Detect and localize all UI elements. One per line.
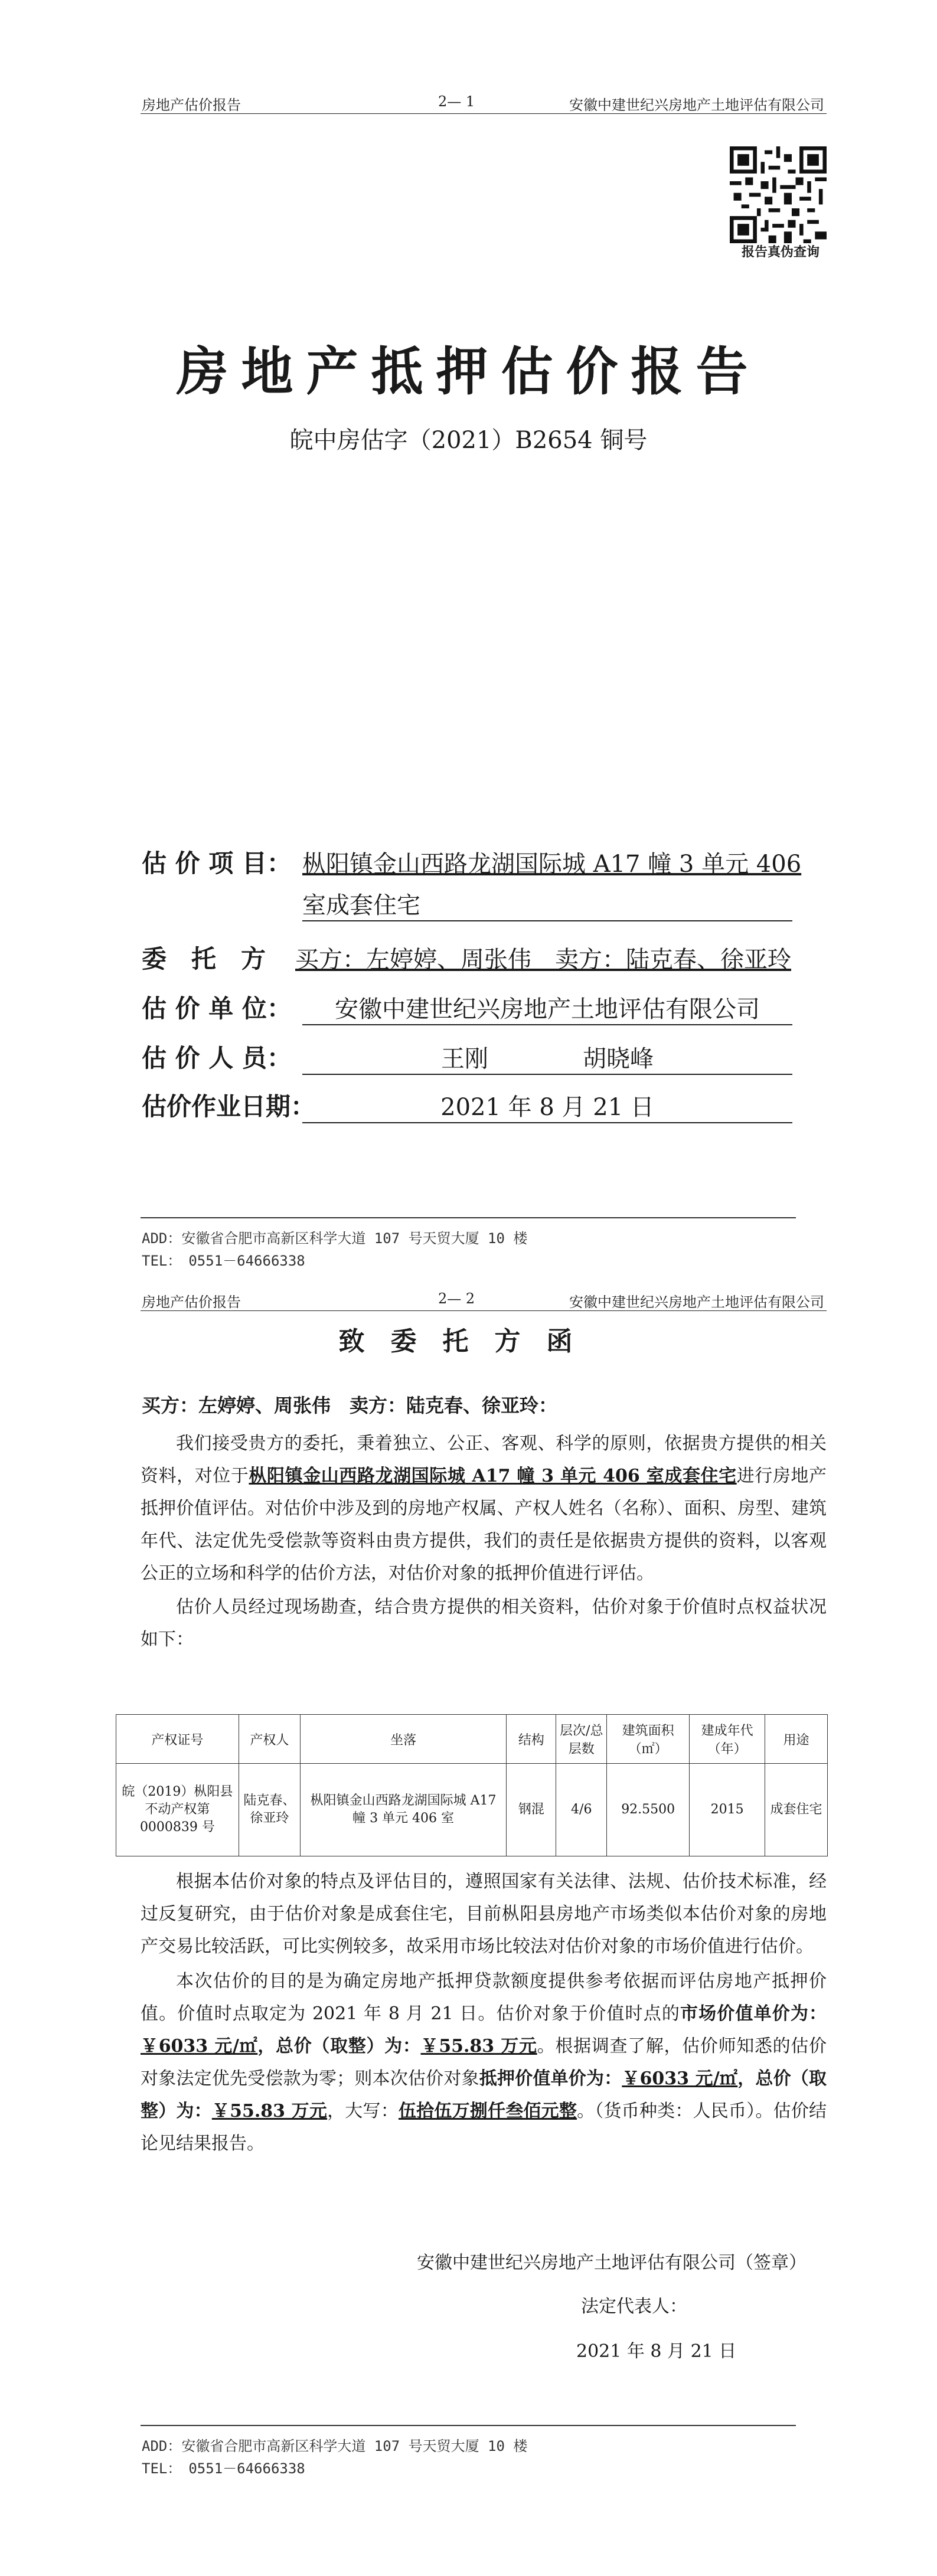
field-label-staff: 估 价 人 员： [142, 1044, 292, 1073]
letter-title: 致委托方函 [338, 1326, 599, 1356]
letter-body-bottom [141, 1865, 827, 2160]
signature-date: 2021 年 8 月 21 日 [576, 2341, 737, 2362]
table-cell: 枞阳镇金山西路龙湖国际城 A17 幢 3 单元 406 室 [300, 1764, 507, 1856]
header-left: 房地产估价报告 [142, 1294, 241, 1310]
table-cell: 陆克春、徐亚玲 [239, 1764, 300, 1856]
field-label-date: 估价作业日期： [142, 1092, 316, 1121]
header-left: 房地产估价报告 [142, 97, 241, 113]
header-right: 安徽中建世纪兴房地产土地评估有限公司 [569, 97, 824, 113]
field-value-staff: 王刚 胡晓峰 [302, 1040, 792, 1075]
table-header-cell: 结构 [507, 1715, 556, 1764]
letter-salutation: 买方：左婷婷、周张伟 卖方：陆克春、徐亚玲： [142, 1394, 558, 1417]
report-number: 皖中房估字（2021）B2654 铜号 [289, 427, 648, 454]
paragraph-2: 估价人员经过现场勘查，结合贵方提供的相关资料，估价对象于价值时点权益状况如下： [141, 1597, 827, 1650]
field-value-date: 2021 年 8 月 21 日 [302, 1088, 792, 1123]
report-title: 房地产抵押估价报告 [176, 341, 761, 402]
table-header-row [116, 1715, 828, 1764]
field-label-project: 估 价 项 目： [142, 849, 292, 878]
field-value-unit: 安徽中建世纪兴房地产土地评估有限公司 [302, 990, 792, 1025]
paragraph-4: 本次估价的目的是为确定房地产抵押贷款额度提供参考依据而评估房地产抵押价值。价值时点取定为 2021 年 8 月 21 日。估价对象于价值时点的市场价值单价为：￥6033 元/㎡，总价（取整）为：￥55.83 万元。根据调查了解，估价师知悉的估价对象法定优先受偿款为零；则本次估价对象抵押价值单价为：￥6033 元/㎡，总价（取整）为：￥55.83 万元，大写：伍拾伍万捌仟叁佰元整。（货币种类：人民币）。估价结论见结果报告。 [141, 1971, 827, 2154]
table-header-cell: 建筑面积（㎡） [607, 1715, 690, 1764]
field-value-project-line1: 枞阳镇金山西路龙湖国际城 A17 幢 3 单元 406 [302, 851, 802, 878]
table-header-cell: 用途 [765, 1715, 828, 1764]
table-cell: 钢混 [507, 1764, 556, 1856]
footer-rule [141, 2425, 796, 2426]
field-label-unit: 估 价 单 位： [142, 994, 292, 1023]
header-rule [141, 113, 827, 114]
header-right: 安徽中建世纪兴房地产土地评估有限公司 [569, 1294, 824, 1310]
table-cell: 92.5500 [607, 1764, 690, 1856]
table-cell: 皖（2019）枞阳县不动产权第 0000839 号 [116, 1764, 239, 1856]
table-header-cell: 坐落 [300, 1715, 507, 1764]
table-header-cell: 层次/总层数 [556, 1715, 607, 1764]
table-cell: 2015 [690, 1764, 765, 1856]
property-table [116, 1714, 828, 1856]
footer-tel: TEL： 0551－64666338 [142, 1253, 305, 1269]
signature-company: 安徽中建世纪兴房地产土地评估有限公司（签章） [417, 2253, 807, 2273]
qr-caption: 报告真伪查询 [741, 244, 820, 260]
footer-address: ADD：安徽省合肥市高新区科学大道 107 号天贸大厦 10 楼 [142, 2438, 528, 2454]
paragraph-1: 我们接受贵方的委托，秉着独立、公正、客观、科学的原则，依据贵方提供的相关资料，对位于枞阳镇金山西路龙湖国际城 A17 幢 3 单元 406 室成套住宅进行房地产抵押价值评估。对估价中涉及到的房地产权属、产权人姓名（名称）、面积、房型、建筑年代、法定优先受偿款等资料由贵方提供，我们的责任是依据贵方提供的资料，以客观公正的立场和科学的估价方法，对估价对象的抵押价值进行评估。 [141, 1433, 827, 1584]
header-page-number: 2— 1 [438, 93, 475, 110]
table-cell: 4/6 [556, 1764, 607, 1856]
qr-code-icon[interactable] [730, 146, 827, 243]
footer-address: ADD：安徽省合肥市高新区科学大道 107 号天贸大厦 10 楼 [142, 1230, 528, 1247]
footer-rule [141, 1217, 796, 1218]
header-rule [141, 1310, 827, 1311]
table-row [116, 1764, 828, 1856]
header-page-number: 2— 2 [438, 1290, 475, 1307]
table-header-cell: 建成年代（年） [690, 1715, 765, 1764]
table-header-cell: 产权人 [239, 1715, 300, 1764]
footer-tel: TEL： 0551－64666338 [142, 2460, 305, 2477]
field-value-project-line2: 室成套住宅 [302, 887, 792, 921]
table-header-cell: 产权证号 [116, 1715, 239, 1764]
table-cell: 成套住宅 [765, 1764, 828, 1856]
paragraph-3: 根据本估价对象的特点及评估目的，遵照国家有关法律、法规、估价技术标准，经过反复研究，由于估价对象是成套住宅，目前枞阳县房地产市场类似本估价对象的房地产交易比较活跃，可比实例较多，故采用市场比较法对估价对象的市场价值进行估价。 [141, 1871, 827, 1957]
letter-body-top [141, 1427, 827, 1656]
signature-representative: 法定代表人： [581, 2296, 687, 2317]
field-value-client: 买方：左婷婷、周张伟 卖方：陆克春、徐亚玲 [295, 946, 791, 973]
field-label-client: 委 托 方 [142, 944, 266, 973]
